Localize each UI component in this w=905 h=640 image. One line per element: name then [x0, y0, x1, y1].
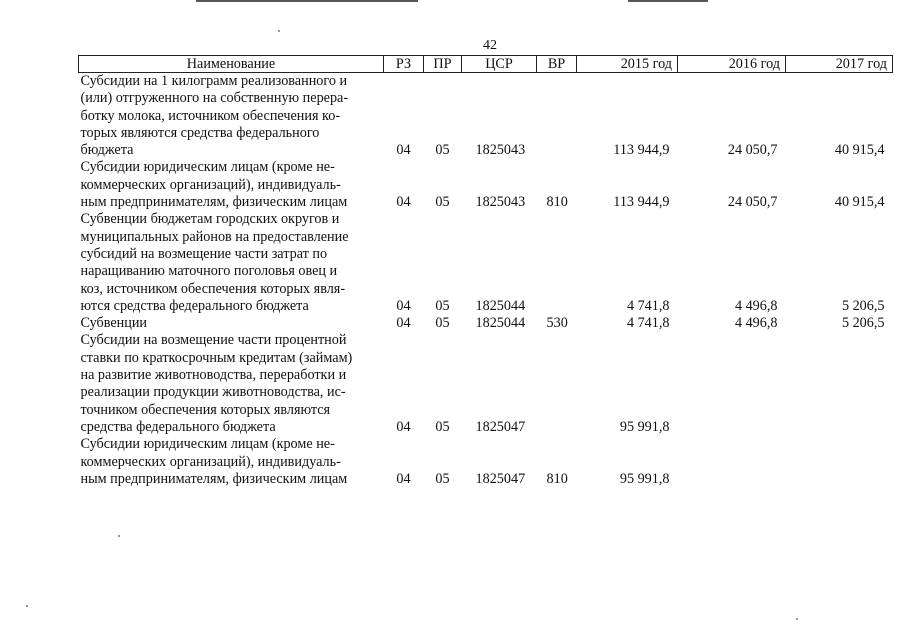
- cell-2016: [678, 436, 786, 488]
- table-row: [79, 211, 893, 315]
- cell-2015: 4 741,8: [626, 297, 670, 314]
- header-pr: ПР: [424, 56, 462, 73]
- cell-name: [79, 315, 384, 332]
- cell-2015: 95 991,8: [619, 418, 670, 435]
- table-header: [79, 56, 893, 73]
- cell-csr: 1825044: [475, 315, 526, 332]
- header-2015: 2015 год: [577, 56, 678, 73]
- cell-rz: 04: [396, 194, 411, 211]
- cell-vr: 810: [546, 470, 568, 487]
- cell-csr: 1825043: [475, 142, 526, 159]
- name-line: ставки по краткосрочным кредитам (займам): [80, 349, 353, 366]
- name-line: коз, источником обеспечения которых явля-: [80, 280, 346, 297]
- name-line: (или) отгруженного на собственную перера-: [80, 90, 349, 107]
- scan-speck: [118, 535, 120, 537]
- name-line: ным предпринимателям, физическим лицам: [80, 194, 348, 211]
- name-line: средства федерального бюджета: [80, 418, 276, 435]
- cell-rz: 04: [396, 470, 411, 487]
- cell-2017: 5 206,5: [841, 315, 885, 332]
- name-line: коммерческих организаций), индивидуаль-: [80, 453, 341, 470]
- cell-2016: 4 496,8: [734, 297, 778, 314]
- name-line: бюджета: [80, 142, 134, 159]
- header-name: Наименование: [79, 56, 384, 73]
- name-line: точником обеспечения которых являются: [80, 401, 331, 418]
- cell-rz: 04: [396, 142, 411, 159]
- cell-2017: 5 206,5: [841, 297, 885, 314]
- header-csr: ЦСР: [462, 56, 537, 73]
- cell-csr: 1825047: [475, 470, 526, 487]
- cell-vr: [537, 73, 577, 160]
- name-line: ботку молока, источником обеспечения ко-: [80, 107, 341, 124]
- table-row: [79, 159, 893, 211]
- cell-name: [79, 436, 384, 488]
- name-line: на развитие животноводства, переработки и: [80, 367, 347, 384]
- cell-pr: 05: [435, 470, 450, 487]
- cell-name: [79, 211, 384, 315]
- name-line: коммерческих организаций), индивидуаль-: [80, 176, 341, 193]
- cell-rz: 04: [396, 418, 411, 435]
- table-row: [79, 315, 893, 332]
- name-line: Субсидии юридическим лицам (кроме не-: [80, 159, 335, 176]
- name-line: торых являются средства федерального: [80, 124, 320, 141]
- name-line: Субвенции бюджетам городских округов и: [80, 211, 340, 228]
- cell-name: [79, 159, 384, 211]
- name-line: Субвенции: [80, 315, 148, 332]
- cell-2017: [786, 436, 893, 488]
- scan-speck: [26, 605, 28, 607]
- cell-2015: 113 944,9: [613, 194, 670, 211]
- cell-vr: [537, 332, 577, 436]
- table-row: [79, 332, 893, 436]
- cell-2017: [786, 332, 893, 436]
- scan-top-rule-left: [196, 0, 418, 2]
- header-2016: 2016 год: [678, 56, 786, 73]
- cell-csr: 1825043: [475, 194, 526, 211]
- cell-csr: 1825044: [475, 297, 526, 314]
- scan-speck: [796, 618, 798, 620]
- cell-pr: 05: [435, 194, 450, 211]
- name-line: ным предпринимателям, физическим лицам: [80, 470, 348, 487]
- cell-csr: 1825047: [475, 418, 526, 435]
- cell-2017: 40 915,4: [834, 142, 885, 159]
- name-line: субсидий на возмещение части затрат по: [80, 245, 328, 262]
- cell-rz: 04: [396, 297, 411, 314]
- header-2017: 2017 год: [786, 56, 893, 73]
- header-vr: ВР: [537, 56, 577, 73]
- name-line: муниципальных районов на предоставление: [80, 228, 349, 245]
- name-line: реализации продукции животноводства, ис-: [80, 384, 346, 401]
- name-line: Субсидии юридическим лицам (кроме не-: [80, 436, 335, 453]
- cell-pr: 05: [435, 142, 450, 159]
- cell-vr: 810: [546, 194, 568, 211]
- cell-2016: 24 050,7: [727, 142, 778, 159]
- cell-2016: 24 050,7: [727, 194, 778, 211]
- cell-rz: 04: [396, 315, 411, 332]
- cell-2016: 4 496,8: [734, 315, 778, 332]
- table-row: [79, 73, 893, 160]
- cell-2017: 40 915,4: [834, 194, 885, 211]
- table-row: [79, 436, 893, 488]
- name-line: Субсидии на 1 килограмм реализованного и: [80, 73, 348, 89]
- header-row: [79, 56, 893, 73]
- cell-name: [79, 73, 384, 160]
- header-rz: РЗ: [384, 56, 424, 73]
- cell-name: [79, 332, 384, 436]
- cell-vr: 530: [546, 315, 568, 332]
- cell-pr: 05: [435, 297, 450, 314]
- cell-pr: 05: [435, 418, 450, 435]
- table-body: [79, 73, 893, 489]
- cell-2016: [678, 332, 786, 436]
- name-line: наращиванию маточного поголовья овец и: [80, 263, 338, 280]
- name-line: Субсидии на возмещение части процентной: [80, 332, 347, 349]
- cell-2015: 113 944,9: [613, 142, 670, 159]
- cell-2015: 4 741,8: [626, 315, 670, 332]
- page-number: 42: [483, 38, 497, 53]
- scan-top-rule-right: [628, 0, 708, 2]
- budget-table: [78, 55, 893, 488]
- cell-vr: [537, 211, 577, 315]
- name-line: ются средства федерального бюджета: [80, 297, 309, 314]
- cell-pr: 05: [435, 315, 450, 332]
- scan-speck: [278, 30, 280, 32]
- cell-2015: 95 991,8: [619, 470, 670, 487]
